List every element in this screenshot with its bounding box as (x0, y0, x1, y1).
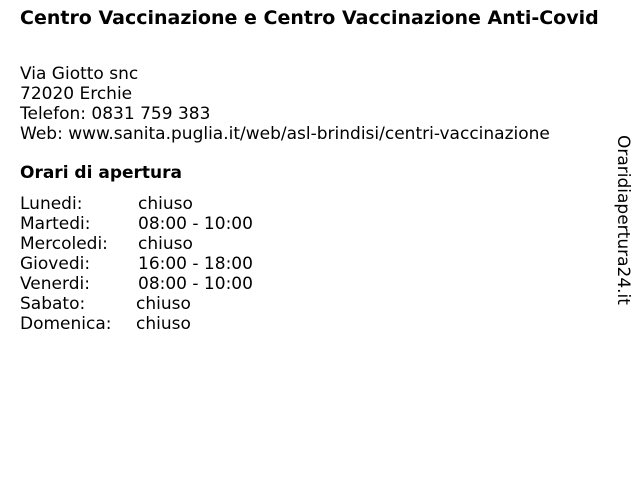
hours-value: chiuso (138, 234, 193, 254)
hours-value: 16:00 - 18:00 (138, 254, 253, 274)
day-label: Martedi: (20, 214, 91, 234)
page-title: Centro Vaccinazione e Centro Vaccinazione Anti-Covid (20, 7, 599, 29)
website-link: Web: www.sanita.puglia.it/web/asl-brindisi/centri-vaccinazione (20, 124, 550, 144)
hours-value: chiuso (138, 194, 193, 214)
hours-value: chiuso (136, 314, 191, 334)
hours-value: 08:00 - 10:00 (138, 274, 253, 294)
street-address: Via Giotto snc (20, 64, 139, 84)
postal-city: 72020 Erchie (20, 84, 133, 104)
opening-hours-heading: Orari di apertura (20, 163, 182, 183)
day-label: Venerdi: (20, 274, 90, 294)
hours-value: 08:00 - 10:00 (138, 214, 253, 234)
phone-number: Telefon: 0831 759 383 (20, 104, 211, 124)
address-block (20, 64, 550, 144)
hours-value: chiuso (136, 294, 191, 314)
day-label: Sabato: (20, 294, 86, 314)
site-watermark: Oraridiapertura24.it (613, 135, 633, 305)
day-label: Giovedi: (20, 254, 91, 274)
day-label: Mercoledi: (20, 234, 108, 254)
day-label: Lunedi: (20, 194, 83, 214)
day-label: Domenica: (20, 314, 112, 334)
